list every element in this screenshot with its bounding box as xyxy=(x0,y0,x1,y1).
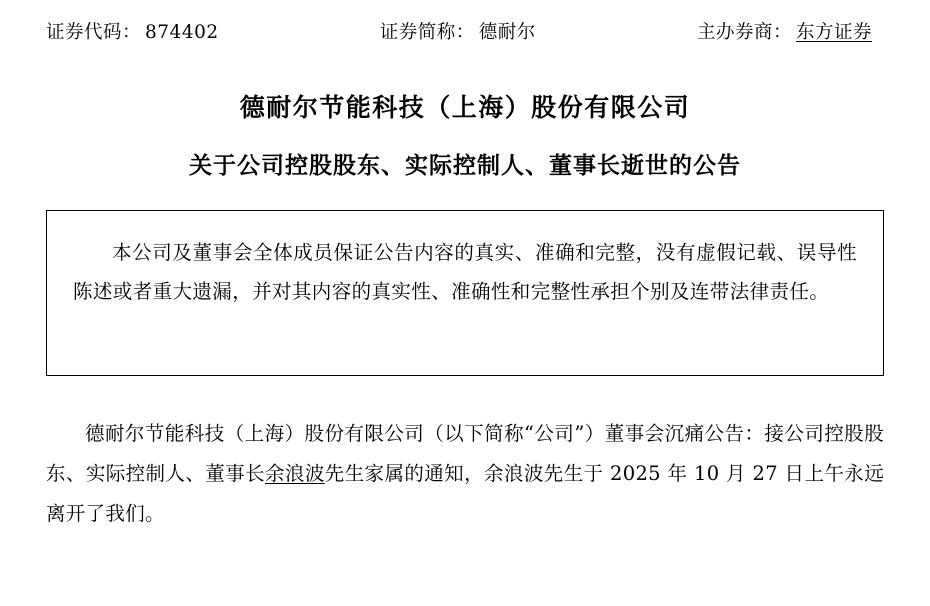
header-row xyxy=(46,0,884,44)
title-block xyxy=(46,92,884,180)
sponsor-broker-label: 主办券商： xyxy=(696,22,792,43)
chairman-name: 余浪波 xyxy=(265,462,325,486)
disclaimer-text: 本公司及董事会全体成员保证公告内容的真实、准确和完整，没有虚假记载、误导性陈述或者重大遗漏，并对其内容的真实性、准确性和完整性承担个别及连带法律责任。 xyxy=(73,241,857,304)
header-item-stock-code xyxy=(46,18,219,44)
sponsor-broker-value: 东方证券 xyxy=(795,22,872,43)
disclaimer-box xyxy=(46,210,884,376)
page-title-company: 德耐尔节能科技（上海）股份有限公司 xyxy=(239,93,691,122)
paragraph-mid: 先生家属的通知，余浪波先生于 2025 年 10 月 27 日上午永远离开了我们。 xyxy=(46,462,884,526)
paragraph-lead: 德耐尔节能科技（上海）股份有限公司（以下简称“公司”）董事会沉痛公告：接公司控股股东、实际控制人、董事长 xyxy=(46,422,884,486)
body-block xyxy=(46,414,884,534)
announcement-paragraph xyxy=(46,414,884,534)
header-item-stock-abbr xyxy=(380,18,536,44)
stock-code-value: 874402 xyxy=(145,22,219,43)
stock-code-label: 证券代码： xyxy=(46,22,142,43)
header-item-sponsor-broker xyxy=(697,18,872,44)
stock-abbr-value: 德耐尔 xyxy=(478,22,536,43)
page-title-subject: 关于公司控股股东、实际控制人、董事长逝世的公告 xyxy=(189,151,741,179)
stock-abbr-label: 证券简称： xyxy=(379,22,475,43)
